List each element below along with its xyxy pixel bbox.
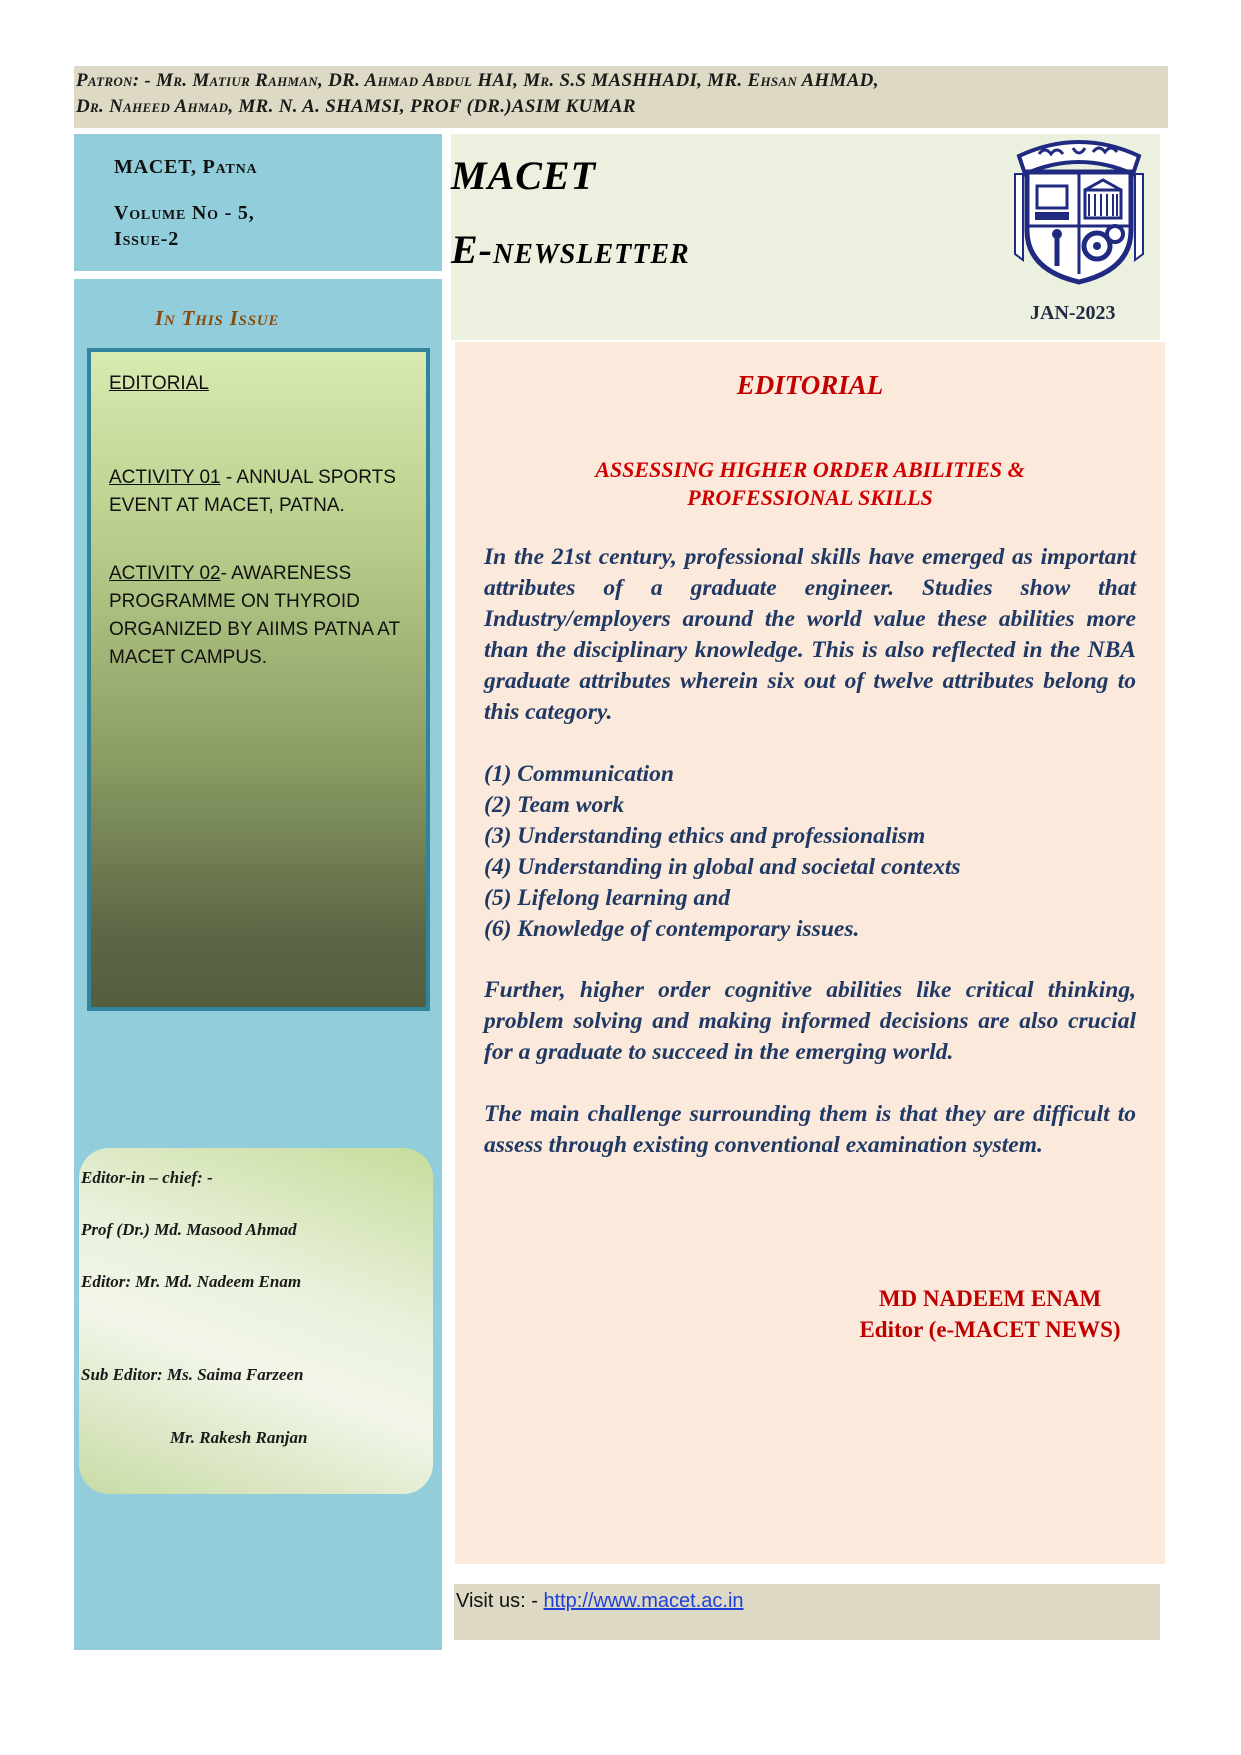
editor-in-chief-label: Editor-in – chief: -: [81, 1168, 213, 1187]
contents-item-label: EDITORIAL: [109, 373, 209, 394]
left-divider: [74, 271, 442, 279]
editor-in-chief-name: Prof (Dr.) Md. Masood Ahmad: [81, 1220, 297, 1239]
editorial-subheading-line-1: ASSESSING HIGHER ORDER ABILITIES &: [595, 457, 1025, 482]
in-this-issue-heading: In This Issue: [155, 306, 280, 330]
college-logo: [1005, 134, 1153, 286]
editorial-heading: EDITORIAL: [736, 370, 884, 400]
contents-item-editorial[interactable]: [109, 370, 408, 398]
editorial-panel: [455, 342, 1165, 1564]
footer-label: Visit us: -: [456, 1590, 544, 1612]
sub-editor-name: Sub Editor: Ms. Saima Farzeen: [81, 1365, 304, 1384]
list-item: (5) Lifelong learning and: [484, 885, 731, 911]
list-item: (3) Understanding ethics and professionalism: [484, 823, 926, 849]
editor-name: Editor: Mr. Md. Nadeem Enam: [81, 1272, 302, 1291]
editorial-signature: [840, 1283, 1140, 1345]
newsletter-title-line-2: E-newsletter: [451, 227, 690, 272]
editorial-subheading: [455, 456, 1165, 512]
patron-bar: [74, 66, 1168, 128]
org-name: MACET, Patna: [114, 156, 258, 178]
contents-item-text: - ANNUAL SPORTS EVENT AT MACET, PATNA.: [109, 467, 396, 516]
skills-list: [484, 759, 1136, 945]
editorial-paragraph-2: Further, higher order cognitive abilities like critical thinking, problem solving and making informed decisions are also crucial for a graduate to succeed in the emerging world.: [484, 977, 1136, 1065]
website-link[interactable]: http://www.macet.ac.in: [543, 1590, 744, 1612]
contents-item-label: ACTIVITY 01: [109, 467, 221, 488]
newsletter-title-line-1: MACET: [451, 153, 597, 198]
editorial-paragraph-1: In the 21st century, professional skills have emerged as important attributes of a graduate engineer. Studies show that Industry/employers around the world value these abilities more than the disciplinary knowledge. This is also reflected in the NBA graduate attributes wherein six out of twelve attributes belong to this category.: [484, 544, 1136, 725]
signature-title: Editor (e-MACET NEWS): [859, 1317, 1121, 1342]
contents-item-activity-01[interactable]: [109, 464, 408, 520]
contents-item-label: ACTIVITY 02: [109, 563, 221, 584]
issue-date: JAN-2023: [1030, 302, 1116, 324]
volume-number: Volume No - 5,: [114, 202, 255, 224]
contents-item-text: - AWARENESS PROGRAMME ON THYROID ORGANIZED BY AIIMS PATNA AT MACET CAMPUS.: [109, 563, 400, 668]
list-item: (6) Knowledge of contemporary issues.: [484, 916, 860, 942]
list-item: (2) Team work: [484, 792, 625, 818]
footer-bar: [454, 1584, 1160, 1640]
contents-item-activity-02[interactable]: [109, 560, 408, 672]
contents-box: [87, 348, 430, 1011]
patron-line-1: Patron: - Mr. Matiur Rahman, DR. Ahmad Abdul HAI, Mr. S.S MASHHADI, MR. Ehsan AHMAD,: [76, 70, 879, 91]
editorial-subheading-line-2: PROFESSIONAL SKILLS: [687, 485, 933, 510]
sub-editor-name-2: Mr. Rakesh Ranjan: [170, 1428, 308, 1447]
list-item: (4) Understanding in global and societal contexts: [484, 854, 961, 880]
list-item: (1) Communication: [484, 761, 674, 787]
editorial-paragraph-3: The main challenge surrounding them is that they are difficult to assess through existing conventional examination system.: [484, 1101, 1136, 1158]
patron-line-2: Dr. Naheed Ahmad, MR. N. A. SHAMSI, PROF (DR.)ASIM KUMAR: [76, 96, 636, 117]
issue-number: Issue-2: [114, 228, 180, 250]
signature-name: MD NADEEM ENAM: [878, 1286, 1102, 1311]
masthead-left-block: [74, 134, 442, 271]
editor-credits-card: [79, 1148, 433, 1494]
